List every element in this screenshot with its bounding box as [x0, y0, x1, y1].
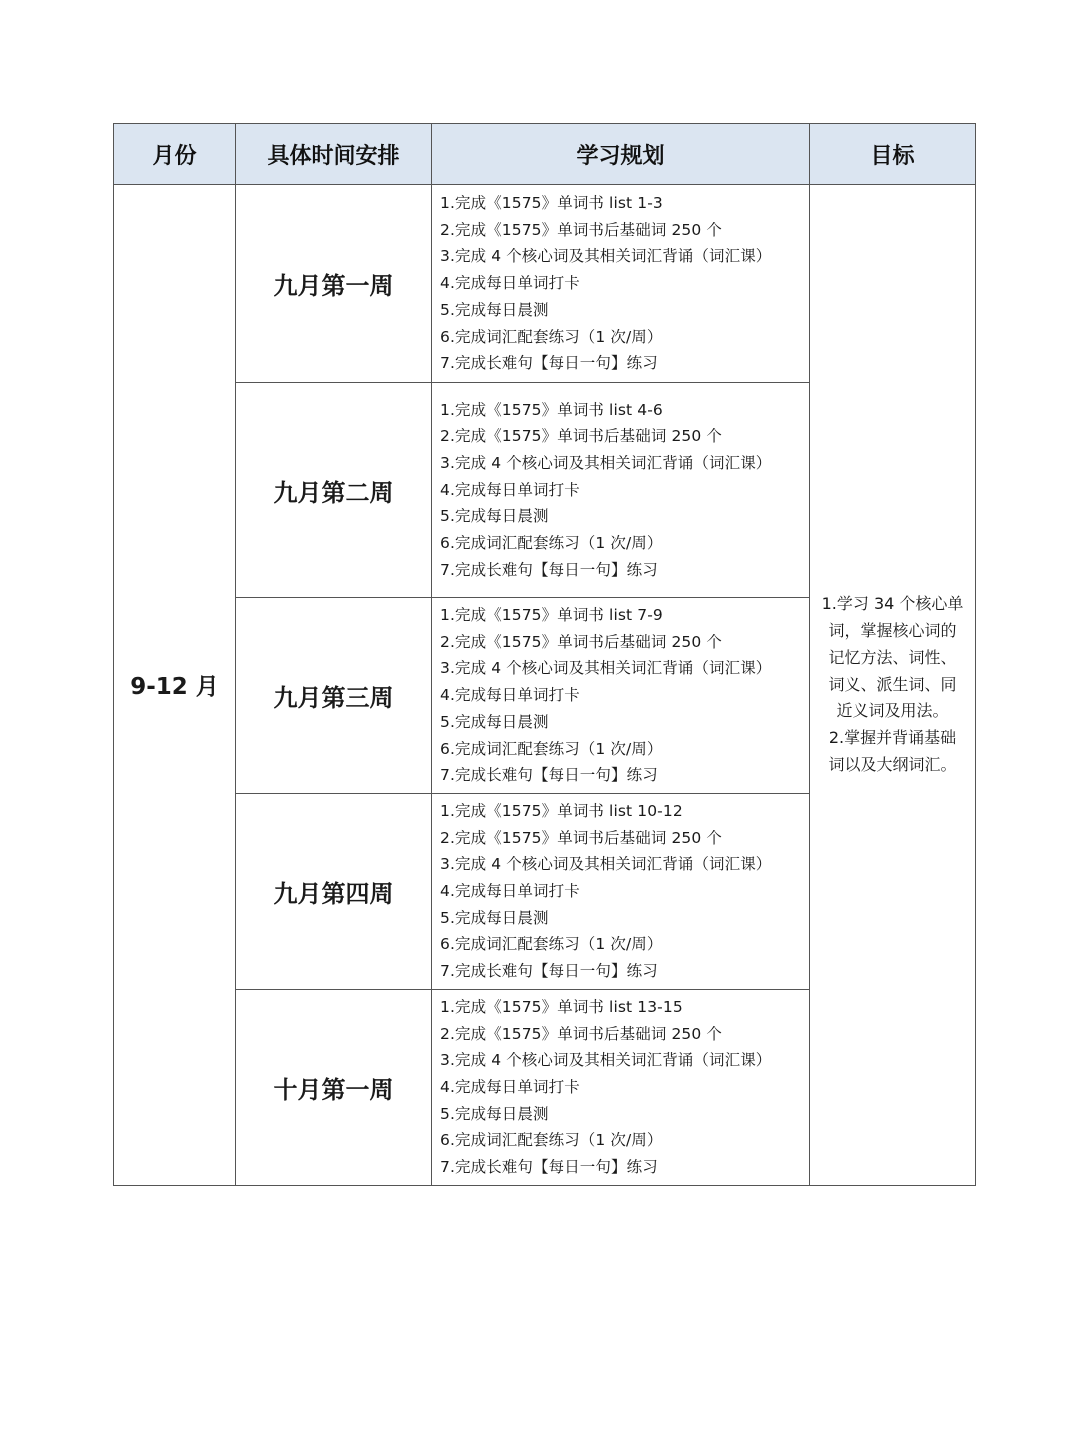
header-row	[114, 124, 976, 185]
week-label: 十月第一周	[236, 989, 432, 1185]
task-item: 3.完成 4 个核心词及其相关词汇背诵（词汇课）	[440, 855, 772, 874]
task-item: 4.完成每日单词打卡	[440, 274, 580, 293]
task-list	[440, 602, 809, 789]
task-item: 3.完成 4 个核心词及其相关词汇背诵（词汇课）	[440, 659, 772, 678]
task-item: 5.完成每日晨测	[440, 908, 549, 927]
task-item: 6.完成词汇配套练习（1 次/周）	[440, 739, 663, 758]
task-item: 4.完成每日单词打卡	[440, 686, 580, 705]
tasks-cell	[432, 989, 810, 1185]
month-cell: 9-12 月	[114, 185, 236, 1186]
task-item: 5.完成每日晨测	[440, 507, 549, 526]
task-list	[440, 798, 809, 985]
header-month: 月份	[114, 124, 236, 185]
task-list	[440, 190, 809, 377]
task-item: 4.完成每日单词打卡	[440, 480, 580, 499]
goal-text	[816, 591, 969, 778]
goal-line: 词以及大纲词汇。	[828, 754, 957, 774]
task-item: 2.完成《1575》单词书后基础词 250 个	[440, 828, 722, 847]
tasks-cell	[432, 598, 810, 794]
task-item: 7.完成长难句【每日一句】练习	[440, 560, 658, 579]
task-list	[440, 397, 809, 584]
task-item: 2.完成《1575》单词书后基础词 250 个	[440, 427, 722, 446]
goal-line: 词义、派生词、同	[828, 674, 957, 694]
tasks-cell	[432, 793, 810, 989]
goal-line: 近义词及用法。	[836, 701, 949, 721]
task-item: 3.完成 4 个核心词及其相关词汇背诵（词汇课）	[440, 453, 772, 472]
table-row	[114, 185, 976, 383]
task-item: 6.完成词汇配套练习（1 次/周）	[440, 935, 663, 954]
task-item: 2.完成《1575》单词书后基础词 250 个	[440, 220, 722, 239]
task-item: 3.完成 4 个核心词及其相关词汇背诵（词汇课）	[440, 1051, 772, 1070]
tasks-cell	[432, 383, 810, 598]
header-schedule: 具体时间安排	[236, 124, 432, 185]
task-item: 7.完成长难句【每日一句】练习	[440, 354, 658, 373]
goal-line: 1.学习 34 个核心单	[821, 594, 964, 614]
tasks-cell	[432, 185, 810, 383]
task-item: 4.完成每日单词打卡	[440, 882, 580, 901]
header-goal: 目标	[810, 124, 976, 185]
task-item: 4.完成每日单词打卡	[440, 1078, 580, 1097]
task-item: 1.完成《1575》单词书 list 1-3	[440, 194, 663, 213]
goal-line: 2.掌握并背诵基础	[828, 727, 957, 747]
table-body	[114, 185, 976, 1186]
task-item: 6.完成词汇配套练习（1 次/周）	[440, 534, 663, 553]
task-item: 5.完成每日晨测	[440, 712, 549, 731]
goal-cell	[810, 185, 976, 1186]
week-label: 九月第三周	[236, 598, 432, 794]
task-item: 1.完成《1575》单词书 list 4-6	[440, 400, 663, 419]
task-item: 7.完成长难句【每日一句】练习	[440, 1158, 658, 1177]
task-item: 7.完成长难句【每日一句】练习	[440, 766, 658, 785]
goal-line: 词，掌握核心词的	[828, 621, 957, 641]
task-item: 5.完成每日晨测	[440, 300, 549, 319]
task-item: 6.完成词汇配套练习（1 次/周）	[440, 1131, 663, 1150]
task-item: 7.完成长难句【每日一句】练习	[440, 962, 658, 981]
header-plan: 学习规划	[432, 124, 810, 185]
week-label: 九月第二周	[236, 383, 432, 598]
study-plan-table	[113, 123, 976, 1186]
task-item: 2.完成《1575》单词书后基础词 250 个	[440, 632, 722, 651]
task-item: 3.完成 4 个核心词及其相关词汇背诵（词汇课）	[440, 247, 772, 266]
task-list	[440, 994, 809, 1181]
week-label: 九月第四周	[236, 793, 432, 989]
task-item: 1.完成《1575》单词书 list 13-15	[440, 997, 683, 1016]
task-item: 6.完成词汇配套练习（1 次/周）	[440, 327, 663, 346]
task-item: 5.完成每日晨测	[440, 1104, 549, 1123]
week-label: 九月第一周	[236, 185, 432, 383]
goal-line: 记忆方法、词性、	[828, 647, 957, 667]
task-item: 1.完成《1575》单词书 list 7-9	[440, 606, 663, 624]
task-item: 2.完成《1575》单词书后基础词 250 个	[440, 1024, 722, 1043]
task-item: 1.完成《1575》单词书 list 10-12	[440, 801, 683, 820]
